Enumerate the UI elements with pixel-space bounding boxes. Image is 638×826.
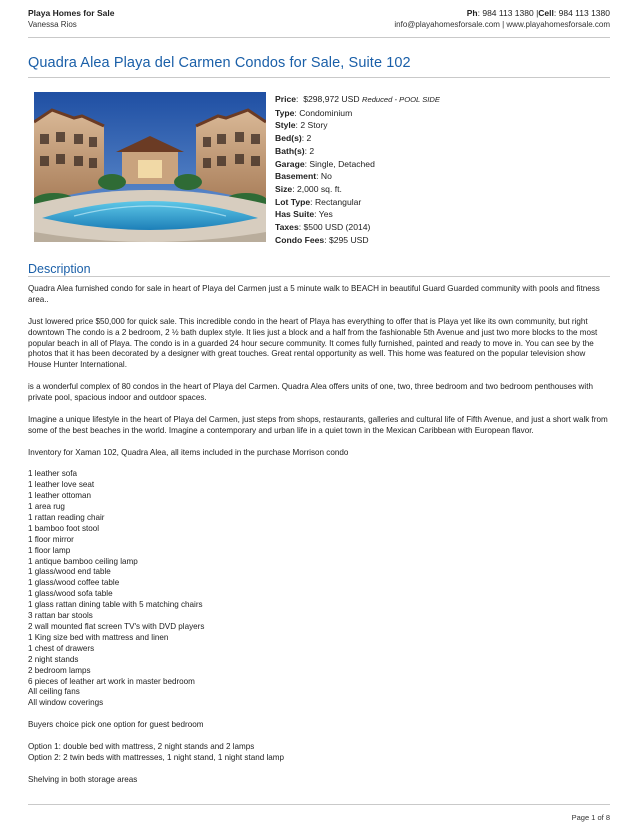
spec-type: Type: Condominium [275, 107, 353, 118]
spec-label: Style [275, 120, 296, 131]
list-item: 1 glass/wood sofa table [28, 589, 113, 599]
spec-has-suite: Has Suite: Yes [275, 209, 333, 220]
spec-price: Price: $298,972 USD Reduced - POOL SIDE [275, 94, 440, 104]
spec-value: $295 USD [328, 234, 369, 245]
spec-basement: Basement: No [275, 171, 332, 182]
list-item: 1 leather sofa [28, 469, 78, 479]
spec-value: $298,972 USD [303, 94, 360, 104]
contact-line[interactable]: info@playahomesforsale.com | www.playahomesforsale.com [394, 20, 610, 29]
option-item: Option 2: 2 twin beds with mattresses, 1 night stand, 1 night stand lamp [28, 752, 284, 762]
description-paragraph: is a wonderful complex of 80 condos in the heart of Playa del Carmen. Quadra Alea offers units of one, two, three bedroom and two bedroom penthouses with private pool, spacious indoor and outdoor spaces. [28, 382, 593, 403]
phone-label: Ph [466, 8, 478, 18]
list-item: All ceiling fans [28, 687, 80, 697]
spec-label: Size [275, 183, 293, 194]
brand-name: Playa Homes for Sale [28, 8, 115, 18]
spec-taxes: Taxes: $500 USD (2014) [275, 222, 371, 233]
spec-value: No [320, 171, 332, 182]
description-paragraph: Quadra Alea furnished condo for sale in heart of Playa del Carmen just a 5 minute walk to BEACH in beautiful Guard Guarded community with pools and fitness area.. [28, 284, 600, 304]
choice-line: Buyers choice pick one option for guest bedroom [28, 720, 204, 730]
cell-label: Cell [538, 8, 554, 18]
spec-value: Rectangular [314, 196, 362, 207]
list-item: 1 leather ottoman [28, 491, 91, 501]
list-item: 1 glass/wood end table [28, 567, 111, 577]
list-item: 1 antique bamboo ceiling lamp [28, 556, 138, 566]
list-item: 1 leather love seat [28, 480, 95, 490]
list-item: 2 wall mounted flat screen TV's with DVD players [28, 622, 205, 632]
spec-value: 2 [306, 133, 312, 144]
description-heading: Description [28, 262, 91, 276]
spec-value: 2,000 sq. ft. [296, 183, 342, 194]
spec-label: Bed(s) [275, 133, 302, 144]
list-item: 1 King size bed with mattress and linen [28, 632, 169, 642]
spec-value: Condominium [299, 107, 353, 118]
page-header [28, 8, 610, 36]
property-specs [275, 93, 605, 246]
list-item: 1 bamboo foot stool [28, 523, 100, 533]
footer-divider [28, 804, 610, 805]
spec-value: $500 USD (2014) [303, 222, 371, 233]
spec-label: Has Suite [275, 209, 315, 220]
list-item: 2 night stands [28, 654, 79, 664]
agent-name: Vanessa Rios [28, 20, 77, 29]
spec-label: Bath(s) [275, 145, 305, 156]
list-item: All window coverings [28, 698, 104, 708]
spec-label: Garage [275, 158, 305, 169]
list-item: 1 glass/wood coffee table [28, 578, 120, 588]
price-note: Reduced - POOL SIDE [361, 95, 440, 104]
spec-label: Taxes [275, 222, 299, 233]
list-item: 1 rattan reading chair [28, 512, 105, 522]
phone-line: Ph: 984 113 1380 |Cell: 984 113 1380 [466, 8, 610, 18]
phone-number: 984 113 1380 [482, 8, 534, 18]
page-title: Quadra Alea Playa del Carmen Condos for Sale, Suite 102 [28, 55, 411, 71]
description-paragraph: Imagine a unique lifestyle in the heart of Playa del Carmen, just steps from shops, restaurants, galleries and cultural life of Fifth Avenue, and just a short walk from some of the best beaches in the world. Imagine a contemporary and urban life in a quiet town in the Mexican Caribbean with European flavor. [28, 414, 608, 435]
list-item: 1 chest of drawers [28, 643, 95, 653]
description-body [28, 284, 610, 796]
spec-garage: Garage: Single, Detached [275, 158, 375, 169]
spec-style: Style: 2 Story [275, 120, 328, 131]
shelving-line: Shelving in both storage areas [28, 774, 138, 784]
spec-value: Single, Detached [309, 158, 375, 169]
listing-photo-image [34, 92, 266, 242]
spec-label: Type [275, 107, 295, 118]
description-paragraph: Inventory for Xaman 102, Quadra Alea, all items included in the purchase Morrison condo [28, 447, 349, 457]
list-item: 6 pieces of leather art work in master bedroom [28, 676, 195, 686]
spec-value: 2 [309, 145, 315, 156]
spec-lot-type: Lot Type: Rectangular [275, 196, 362, 207]
spec-beds: Bed(s): 2 [275, 133, 312, 144]
list-item: 2 bedroom lamps [28, 665, 91, 675]
description-divider [28, 276, 610, 277]
page-number: Page 1 of 8 [571, 813, 610, 822]
spec-baths: Bath(s): 2 [275, 145, 315, 156]
listing-photo [34, 92, 266, 242]
title-divider [28, 77, 610, 78]
option-item: Option 1: double bed with mattress, 2 night stands and 2 lamps [28, 741, 255, 751]
list-item: 1 floor lamp [28, 545, 71, 555]
spec-label: Basement [275, 171, 317, 182]
cell-number: 984 113 1380 [558, 8, 610, 18]
list-item: 1 area rug [28, 502, 65, 512]
spec-label: Condo Fees [275, 234, 325, 245]
list-item: 1 glass rattan dining table with 5 matching chairs [28, 600, 203, 610]
spec-label: Price [275, 94, 297, 104]
list-item: 3 rattan bar stools [28, 611, 93, 621]
list-item: 1 floor mirror [28, 534, 74, 544]
spec-label: Lot Type [275, 196, 311, 207]
spec-value: Yes [318, 209, 333, 220]
spec-value: 2 Story [300, 120, 328, 131]
description-paragraph: Just lowered price $50,000 for quick sale. This incredible condo in the heart of Playa has everything to offer that is Playa yet like its own community, but right downtown The condo is a 2 bedroom, 2 ½ bath duplex style. It lies just a block and a half from the fashionable 5th Avenue and just two more blocks to the most popular beach in all of Playa. The condo is in a guarded 24 hour secure community. It comes fully furnished, painted and ready to move in. You can see by the photos that it has been decorated by a designer with great touches. Great rental opportunity as well. This home was featured on the popular television show House Hunter International. [28, 316, 598, 370]
spec-size: Size: 2,000 sq. ft. [275, 183, 342, 194]
spec-condo-fees: Condo Fees: $295 USD [275, 234, 369, 245]
header-divider [28, 37, 610, 38]
